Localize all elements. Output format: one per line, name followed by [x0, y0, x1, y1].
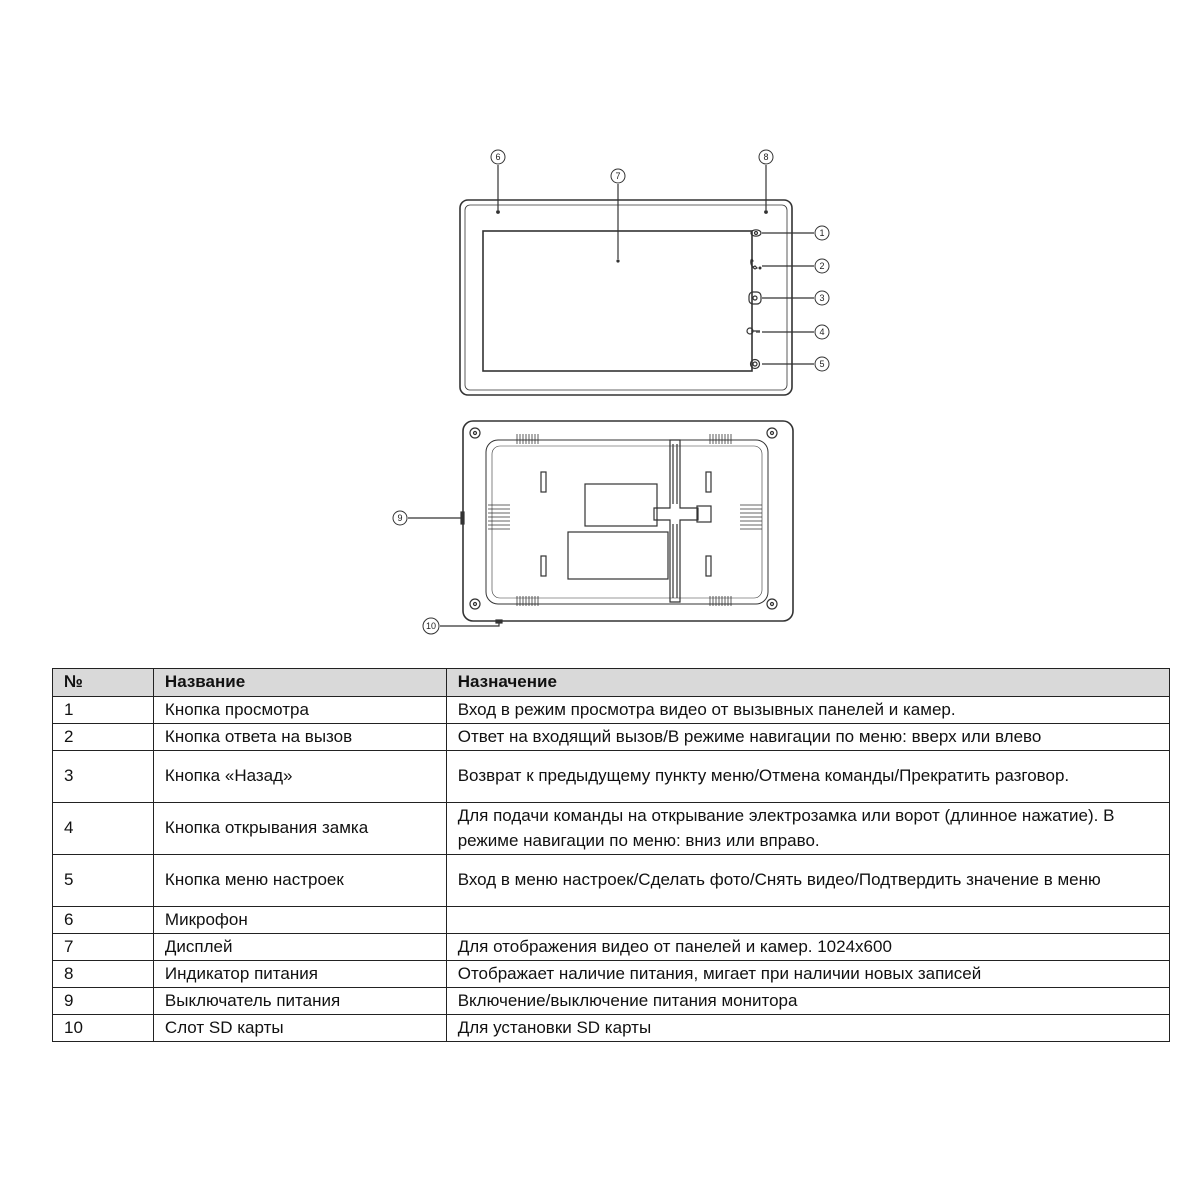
table-row — [53, 1015, 1170, 1042]
cell-number: 4 — [53, 803, 154, 855]
header-number: № — [53, 669, 154, 697]
cell-name: Кнопка меню настроек — [153, 855, 446, 907]
display-center-dot — [617, 260, 619, 262]
front-housing — [460, 200, 792, 395]
screw-hole — [470, 599, 480, 609]
table-header-row — [53, 669, 1170, 697]
screw-hole — [767, 428, 777, 438]
power-switch — [461, 512, 464, 524]
callout-label-8: 8 — [763, 152, 769, 162]
callouts — [393, 150, 829, 634]
bracket-cross — [654, 440, 698, 602]
callout-label-2: 2 — [819, 261, 825, 271]
cell-number: 1 — [53, 697, 154, 724]
cell-purpose: Вход в режим просмотра видео от вызывных панелей и камер. — [446, 697, 1169, 724]
cell-name: Индикатор питания — [153, 961, 446, 988]
table-row — [53, 697, 1170, 724]
cell-name: Кнопка ответа на вызов — [153, 724, 446, 751]
table-row — [53, 855, 1170, 907]
cell-purpose: Для отображения видео от панелей и камер. 1024x600 — [446, 934, 1169, 961]
table-row — [53, 907, 1170, 934]
callout-label-10: 10 — [425, 621, 437, 631]
cell-purpose: Вход в меню настроек/Сделать фото/Снять видео/Подтвердить значение в меню — [446, 855, 1169, 907]
cell-purpose: Возврат к предыдущему пункту меню/Отмена команды/Прекратить разговор. — [446, 751, 1169, 803]
cell-purpose: Отображает наличие питания, мигает при наличии новых записей — [446, 961, 1169, 988]
cell-name: Кнопка просмотра — [153, 697, 446, 724]
cell-number: 10 — [53, 1015, 154, 1042]
callout-label-1: 1 — [819, 228, 825, 238]
label-area — [568, 532, 668, 579]
callout-label-9: 9 — [397, 513, 403, 523]
screw-hole — [470, 428, 480, 438]
vent-grille — [488, 434, 762, 606]
table-row — [53, 961, 1170, 988]
callout-label-6: 6 — [495, 152, 501, 162]
cell-number: 7 — [53, 934, 154, 961]
connector-block — [585, 484, 657, 526]
spec-table — [52, 668, 1170, 1042]
table-row — [53, 934, 1170, 961]
callout-label-3: 3 — [819, 293, 825, 303]
cell-purpose: Для установки SD карты — [446, 1015, 1169, 1042]
cell-purpose: Ответ на входящий вызов/В режиме навигации по меню: вверх или влево — [446, 724, 1169, 751]
header-name: Название — [153, 669, 446, 697]
unlock-button-icon — [747, 328, 760, 334]
table-row — [53, 988, 1170, 1015]
cell-number: 6 — [53, 907, 154, 934]
cell-number: 3 — [53, 751, 154, 803]
cell-purpose: Включение/выключение питания монитора — [446, 988, 1169, 1015]
cell-number: 8 — [53, 961, 154, 988]
cell-number: 5 — [53, 855, 154, 907]
cell-name: Кнопка открывания замка — [153, 803, 446, 855]
table-row — [53, 724, 1170, 751]
header-purpose: Назначение — [446, 669, 1169, 697]
cell-number: 9 — [53, 988, 154, 1015]
power-led-dot — [765, 211, 768, 214]
screw-hole — [767, 599, 777, 609]
callout-label-7: 7 — [615, 171, 621, 181]
microphone-dot — [497, 211, 500, 214]
back-button-icon — [749, 292, 761, 304]
cell-name: Слот SD карты — [153, 1015, 446, 1042]
front-inner-border — [465, 205, 787, 390]
cell-name: Микрофон — [153, 907, 446, 934]
table-row — [53, 751, 1170, 803]
callout-label-4: 4 — [819, 327, 825, 337]
cell-name: Дисплей — [153, 934, 446, 961]
table-row — [53, 803, 1170, 855]
cell-number: 2 — [53, 724, 154, 751]
cell-name: Выключатель питания — [153, 988, 446, 1015]
cell-purpose: Для подачи команды на открывание электрозамка или ворот (длинное нажатие). В режиме навигации по меню: вниз или вправо. — [446, 803, 1169, 855]
cell-name: Кнопка «Назад» — [153, 751, 446, 803]
callout-label-5: 5 — [819, 359, 825, 369]
cell-purpose — [446, 907, 1169, 934]
